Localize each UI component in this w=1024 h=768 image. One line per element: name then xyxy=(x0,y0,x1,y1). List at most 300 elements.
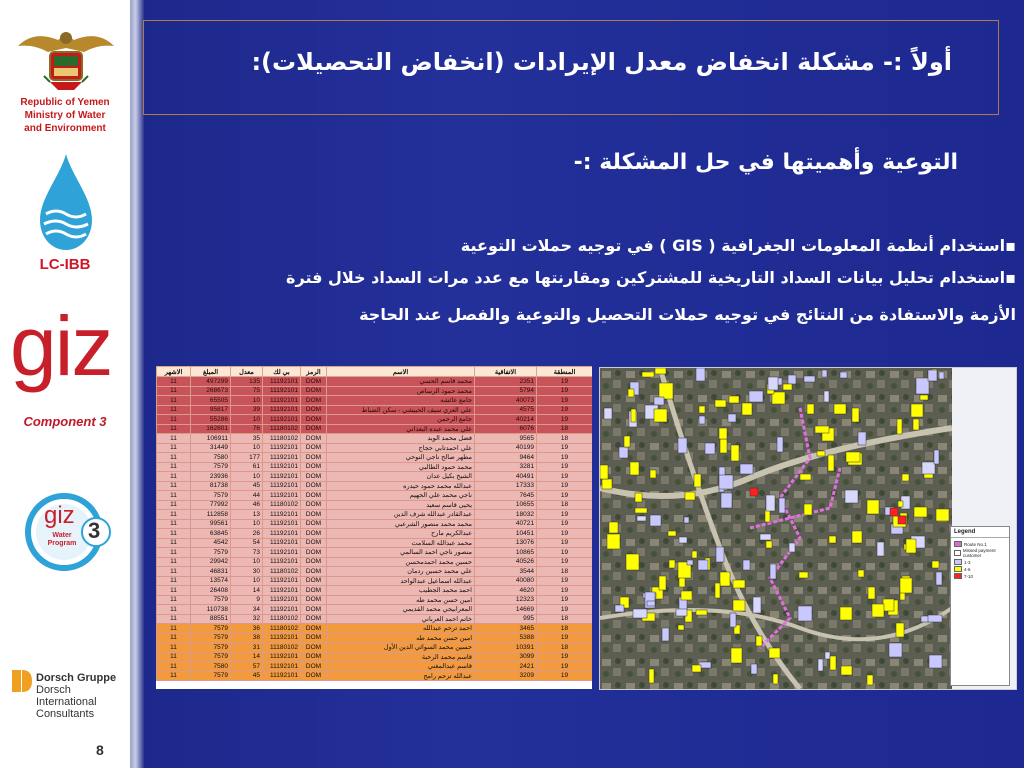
table-cell: 11 xyxy=(157,529,191,539)
bullet-gis: ▪استخدام أنظمة المعلومات الجغرافية ( GIS ) في توجيه حملات التوعية xyxy=(460,236,1016,255)
table-cell: 4575 xyxy=(475,405,537,415)
legend-label: 1-3 xyxy=(964,559,971,565)
table-cell: 11192101 xyxy=(263,529,301,539)
table-cell: 3544 xyxy=(475,567,537,577)
map-parcel xyxy=(928,370,937,381)
table-row xyxy=(157,519,593,529)
legend-label: Missed payment customer xyxy=(962,548,996,558)
table-row xyxy=(157,529,593,539)
table-cell: قاسم عبدالمغني xyxy=(327,662,475,672)
map-parcel xyxy=(751,664,757,674)
table-cell: 39 xyxy=(231,405,263,415)
table-cell: 11 xyxy=(157,453,191,463)
table-cell: 55286 xyxy=(191,415,231,425)
table-row xyxy=(157,548,593,558)
table-cell: DOM xyxy=(301,538,327,548)
table-cell: 11192101 xyxy=(263,671,301,681)
map-parcel xyxy=(676,609,687,616)
table-cell: DOM xyxy=(301,396,327,406)
table-cell: 7579 xyxy=(191,491,231,501)
table-cell: 73 xyxy=(231,548,263,558)
table-cell: 13 xyxy=(231,510,263,520)
table-cell: 11192101 xyxy=(263,586,301,596)
map-parcel xyxy=(684,517,689,523)
table-cell: 54 xyxy=(231,538,263,548)
table-cell: 11180102 xyxy=(263,567,301,577)
table-cell: 40199 xyxy=(475,443,537,453)
map-parcel xyxy=(889,643,902,657)
map-parcel xyxy=(841,666,852,675)
table-cell: عبدالله اسماعيل عبدالواحد xyxy=(327,576,475,586)
table-row xyxy=(157,481,593,491)
map-parcel xyxy=(633,609,647,618)
table-header-cell: المبلغ xyxy=(191,367,231,377)
table-cell: 3281 xyxy=(475,462,537,472)
table-cell: علي العزي سيف الحبيشي - سكن الضباط xyxy=(327,405,475,415)
table-cell: منصور ناجي احمد السالمي xyxy=(327,548,475,558)
map-parcel xyxy=(914,507,927,517)
table-cell: 30 xyxy=(231,567,263,577)
slide-subtitle: التوعية وأهميتها في حل المشكلة :- xyxy=(573,150,958,175)
table-cell: 19 xyxy=(537,443,593,453)
table-cell: محمد حمود الطالبي xyxy=(327,462,475,472)
sidebar xyxy=(0,0,130,768)
table-cell: 11192101 xyxy=(263,557,301,567)
table-cell: 7579 xyxy=(191,624,231,634)
table-cell: 26408 xyxy=(191,586,231,596)
table-cell: 11 xyxy=(157,424,191,434)
table-cell: DOM xyxy=(301,624,327,634)
table-cell: 19 xyxy=(537,462,593,472)
table-cell: 11192101 xyxy=(263,662,301,672)
legend-swatch xyxy=(954,566,962,572)
table-cell: 11 xyxy=(157,500,191,510)
table-cell: ناجي محمد علي الجهيم xyxy=(327,491,475,501)
table-cell: 29942 xyxy=(191,557,231,567)
table-cell: 19 xyxy=(537,519,593,529)
table-cell: 11192101 xyxy=(263,510,301,520)
map-parcel xyxy=(840,372,847,378)
map-parcel xyxy=(731,648,742,663)
table-cell: DOM xyxy=(301,633,327,643)
table-cell: 7579 xyxy=(191,548,231,558)
customer-table xyxy=(156,366,592,681)
table-cell: 57 xyxy=(231,662,263,672)
map-parcel xyxy=(649,669,654,683)
table-cell: 76 xyxy=(231,424,263,434)
table-cell: 11192101 xyxy=(263,519,301,529)
table-cell: امين حسن محمد طه xyxy=(327,595,475,605)
map-parcel xyxy=(720,572,730,586)
table-row xyxy=(157,671,593,681)
table-cell: DOM xyxy=(301,557,327,567)
legend-label: Route No.1 xyxy=(964,541,987,547)
table-cell: 19 xyxy=(537,405,593,415)
table-row xyxy=(157,396,593,406)
table-cell: 9464 xyxy=(475,453,537,463)
table-cell: DOM xyxy=(301,377,327,387)
table-cell: 11 xyxy=(157,586,191,596)
table-cell: عبدالله محمد حمود حيدره xyxy=(327,481,475,491)
table-cell: 11192101 xyxy=(263,415,301,425)
table-cell: 9 xyxy=(231,595,263,605)
table-cell: 11180102 xyxy=(263,614,301,624)
map-parcel xyxy=(929,655,942,668)
table-header-cell: الاشهر xyxy=(157,367,191,377)
bullet-payment-analysis-continued: الأزمة والاستفادة من النتائج في توجيه حملات التحصيل والتوعية والفصل عند الحاجة xyxy=(359,305,1016,324)
table-cell: 61 xyxy=(231,462,263,472)
map-parcel xyxy=(721,493,732,508)
table-cell: 19 xyxy=(537,548,593,558)
map-parcel xyxy=(654,409,667,422)
table-cell: 31449 xyxy=(191,443,231,453)
table-cell: 38 xyxy=(231,633,263,643)
table-cell: 75 xyxy=(231,386,263,396)
table-cell: 7579 xyxy=(191,595,231,605)
table-cell: 11 xyxy=(157,396,191,406)
table-cell: 19 xyxy=(537,510,593,520)
table-cell: 18032 xyxy=(475,510,537,520)
legend-items xyxy=(951,538,1009,582)
table-cell: 65505 xyxy=(191,396,231,406)
map-parcel xyxy=(765,510,770,522)
map-parcel xyxy=(678,625,684,630)
table-cell: DOM xyxy=(301,586,327,596)
map-parcel xyxy=(825,652,830,659)
water-program-label: Water Program xyxy=(47,532,77,547)
table-cell: 7579 xyxy=(191,652,231,662)
dorsch-line-1: Dorsch Gruppe xyxy=(36,672,117,684)
table-cell: 19 xyxy=(537,491,593,501)
map-parcel xyxy=(939,372,944,379)
map-parcel xyxy=(719,428,727,439)
map-parcel xyxy=(928,615,942,622)
giz-logo-text: giz xyxy=(10,299,112,393)
map-parcel xyxy=(715,583,720,598)
map-parcel xyxy=(626,554,639,570)
map-parcel xyxy=(716,547,724,562)
table-cell: حسين محمد السوائي الدين الأول xyxy=(327,643,475,653)
table-row xyxy=(157,424,593,434)
table-cell: 110738 xyxy=(191,605,231,615)
map-parcel xyxy=(783,384,792,390)
map-parcel xyxy=(804,376,815,382)
map-parcel xyxy=(798,606,812,621)
table-cell: 88551 xyxy=(191,614,231,624)
map-parcel xyxy=(630,462,639,475)
table-cell: 19 xyxy=(537,605,593,615)
table-cell: DOM xyxy=(301,576,327,586)
map-parcel xyxy=(607,534,620,549)
table-cell: 995 xyxy=(475,614,537,624)
table-cell: 45 xyxy=(231,671,263,681)
table-cell: جامع الرحمن xyxy=(327,415,475,425)
map-parcel xyxy=(858,432,866,445)
table-cell: DOM xyxy=(301,424,327,434)
table-cell: DOM xyxy=(301,548,327,558)
table-cell: 40721 xyxy=(475,519,537,529)
table-cell: DOM xyxy=(301,500,327,510)
table-cell: 135 xyxy=(231,377,263,387)
table-cell: 19 xyxy=(537,595,593,605)
map-parcel xyxy=(766,541,772,548)
map-parcel xyxy=(668,531,676,536)
org-line-1: Republic of Yemen xyxy=(20,97,110,108)
table-cell: 32 xyxy=(231,614,263,624)
table-cell: 11192101 xyxy=(263,377,301,387)
map-parcel xyxy=(615,605,624,612)
table-cell: 11 xyxy=(157,567,191,577)
table-cell: 10655 xyxy=(475,500,537,510)
table-header-cell: معدل xyxy=(231,367,263,377)
sidebar-divider xyxy=(130,0,144,768)
map-parcel xyxy=(699,406,705,413)
bullet-payment-analysis: ▪استخدام تحليل بيانات السداد التاريخية للمشتركين ومقارنتها مع عدد مرات السداد خلال فترة xyxy=(286,268,1016,287)
table-cell: 11 xyxy=(157,491,191,501)
table-cell: 4542 xyxy=(191,538,231,548)
table-cell: 268673 xyxy=(191,386,231,396)
table-cell: DOM xyxy=(301,595,327,605)
map-parcel xyxy=(872,604,884,617)
table-cell: 18 xyxy=(537,624,593,634)
gis-map-image xyxy=(600,368,952,689)
table-cell: فضل محمد الويد xyxy=(327,434,475,444)
table-cell: مطهر صالح ناجي النوحي xyxy=(327,453,475,463)
table-cell: 40491 xyxy=(475,472,537,482)
map-parcel xyxy=(846,452,860,462)
water-program-giz-text: giz xyxy=(44,502,75,529)
map-parcel xyxy=(650,470,656,478)
table-cell: 11 xyxy=(157,443,191,453)
table-cell: احمد محمد الجطيب xyxy=(327,586,475,596)
map-parcel xyxy=(733,580,745,588)
table-cell: 11180102 xyxy=(263,500,301,510)
map-parcel xyxy=(769,648,780,658)
table-cell: 11192101 xyxy=(263,491,301,501)
table-cell: 11192101 xyxy=(263,472,301,482)
dorsch-line-3: International xyxy=(36,696,97,708)
table-cell: 11192101 xyxy=(263,538,301,548)
map-parcel xyxy=(694,474,701,487)
map-parcel xyxy=(834,404,846,414)
table-cell: 18 xyxy=(537,434,593,444)
org-line-2: Ministry of Water xyxy=(24,110,106,121)
map-parcel xyxy=(749,391,763,402)
table-cell: 11 xyxy=(157,386,191,396)
table-cell: 12323 xyxy=(475,595,537,605)
map-parcel xyxy=(936,572,942,585)
table-row xyxy=(157,662,593,672)
table-cell: عبدالكريم مارح xyxy=(327,529,475,539)
map-parcel xyxy=(733,600,745,611)
table-cell: 14669 xyxy=(475,605,537,615)
table-cell: 5388 xyxy=(475,633,537,643)
map-parcel xyxy=(868,587,875,599)
map-parcel xyxy=(900,578,912,593)
table-row xyxy=(157,443,593,453)
table-cell: 7579 xyxy=(191,462,231,472)
map-parcel xyxy=(692,551,697,558)
table-cell: 10391 xyxy=(475,643,537,653)
table-cell: DOM xyxy=(301,415,327,425)
map-parcel xyxy=(896,623,904,637)
table-cell: 10 xyxy=(231,443,263,453)
table-cell: محمد حمود الرساص xyxy=(327,386,475,396)
map-parcel xyxy=(788,375,796,384)
table-cell: 11 xyxy=(157,605,191,615)
table-cell: 19 xyxy=(537,557,593,567)
dorsch-line-4: Consultants xyxy=(36,708,95,720)
map-parcel xyxy=(777,437,783,452)
table-cell: DOM xyxy=(301,481,327,491)
map-parcel xyxy=(760,534,771,540)
map-parcel xyxy=(696,610,707,615)
map-parcel xyxy=(685,492,695,500)
map-parcel xyxy=(692,665,701,672)
gis-map-panel xyxy=(599,367,1017,690)
map-parcel xyxy=(756,636,762,646)
table-cell: 497299 xyxy=(191,377,231,387)
legend-label: 7-10 xyxy=(964,573,974,579)
table-cell: محمد عبدالله السلامت xyxy=(327,538,475,548)
table-cell: 11 xyxy=(157,643,191,653)
table-cell: 11192101 xyxy=(263,633,301,643)
table-cell: 10 xyxy=(231,557,263,567)
map-legend xyxy=(950,526,1010,686)
map-parcel xyxy=(773,674,778,684)
map-parcel xyxy=(922,462,935,474)
component-label: Component 3 xyxy=(23,414,107,429)
lc-ibb-label: LC-IBB xyxy=(39,256,91,273)
table-cell: 10451 xyxy=(475,529,537,539)
map-parcel xyxy=(934,450,939,464)
map-parcel xyxy=(659,576,666,590)
map-parcel-high xyxy=(750,488,758,496)
table-row xyxy=(157,462,593,472)
table-cell: 11 xyxy=(157,472,191,482)
table-cell: 11192101 xyxy=(263,443,301,453)
table-cell: 19 xyxy=(537,415,593,425)
map-parcel xyxy=(822,370,827,377)
table-cell: DOM xyxy=(301,472,327,482)
map-parcel xyxy=(858,570,864,577)
table-row xyxy=(157,500,593,510)
map-parcel xyxy=(753,597,761,613)
table-cell: 2351 xyxy=(475,377,537,387)
map-parcel xyxy=(916,378,929,394)
table-cell: 19 xyxy=(537,377,593,387)
table-cell: 11192101 xyxy=(263,605,301,615)
table-cell: 7579 xyxy=(191,671,231,681)
table-cell: 19 xyxy=(537,671,593,681)
map-parcel xyxy=(731,445,739,461)
table-cell: 11192101 xyxy=(263,462,301,472)
table-cell: 11 xyxy=(157,576,191,586)
table-cell: 11192101 xyxy=(263,576,301,586)
map-parcel-high xyxy=(890,508,898,516)
table-cell: 11192101 xyxy=(263,652,301,662)
map-parcel xyxy=(902,474,909,481)
map-parcel xyxy=(619,447,628,458)
table-cell: DOM xyxy=(301,567,327,577)
map-parcel xyxy=(602,479,612,489)
map-parcel xyxy=(920,395,928,400)
map-parcel xyxy=(740,464,753,474)
table-cell: 10 xyxy=(231,519,263,529)
table-cell: DOM xyxy=(301,386,327,396)
table-row xyxy=(157,595,593,605)
table-cell: خاتم احمد العرباني xyxy=(327,614,475,624)
table-row xyxy=(157,576,593,586)
table-cell: 19 xyxy=(537,538,593,548)
table-header-cell: المنطقة xyxy=(537,367,593,377)
map-parcel xyxy=(600,465,608,479)
map-parcel xyxy=(609,522,618,533)
map-parcel xyxy=(681,591,692,600)
table-cell: DOM xyxy=(301,462,327,472)
table-cell: 17333 xyxy=(475,481,537,491)
map-parcel xyxy=(768,377,778,390)
table-cell: 36 xyxy=(231,624,263,634)
legend-swatch xyxy=(954,559,962,565)
table-cell: 11 xyxy=(157,481,191,491)
table-cell: 11180102 xyxy=(263,643,301,653)
map-parcel xyxy=(659,383,673,399)
table-row xyxy=(157,633,593,643)
table-cell: 19 xyxy=(537,662,593,672)
table-cell: علي محمد عبده البعداني xyxy=(327,424,475,434)
table-cell: عبدالله ترحم رامح xyxy=(327,671,475,681)
map-parcel xyxy=(766,495,775,511)
map-parcel xyxy=(635,508,647,513)
map-parcel xyxy=(852,531,862,543)
map-parcel xyxy=(650,515,661,526)
table-cell: 7579 xyxy=(191,643,231,653)
table-row xyxy=(157,491,593,501)
table-cell: 3099 xyxy=(475,652,537,662)
table-cell: 11 xyxy=(157,538,191,548)
giz-water-program-logo xyxy=(24,488,120,584)
table-cell: 11 xyxy=(157,662,191,672)
table-cell: احمد ترحم عبدالله xyxy=(327,624,475,634)
legend-swatch xyxy=(954,550,961,556)
table-row xyxy=(157,377,593,387)
table-cell: 18 xyxy=(537,500,593,510)
map-parcel xyxy=(804,504,812,515)
table-cell: 11192101 xyxy=(263,396,301,406)
map-parcel xyxy=(828,455,834,471)
map-parcel xyxy=(699,416,705,424)
table-cell: 10865 xyxy=(475,548,537,558)
water-drop-logo xyxy=(38,152,94,252)
map-parcel xyxy=(637,516,646,521)
map-parcel xyxy=(730,613,736,627)
table-cell: 11 xyxy=(157,377,191,387)
table-header-cell: بي لك xyxy=(263,367,301,377)
table-cell: 11 xyxy=(157,519,191,529)
customer-table-panel xyxy=(156,366,592,689)
table-cell: 11192101 xyxy=(263,595,301,605)
table-cell: الشيخ بكيل عدان xyxy=(327,472,475,482)
table-cell: 19 xyxy=(537,386,593,396)
map-parcel xyxy=(840,607,852,620)
table-cell: 31 xyxy=(231,643,263,653)
table-cell: محمد قاسم الحسي xyxy=(327,377,475,387)
map-parcel xyxy=(824,391,829,402)
map-parcel xyxy=(815,426,829,433)
map-parcel xyxy=(728,414,736,422)
table-cell: 35 xyxy=(231,434,263,444)
